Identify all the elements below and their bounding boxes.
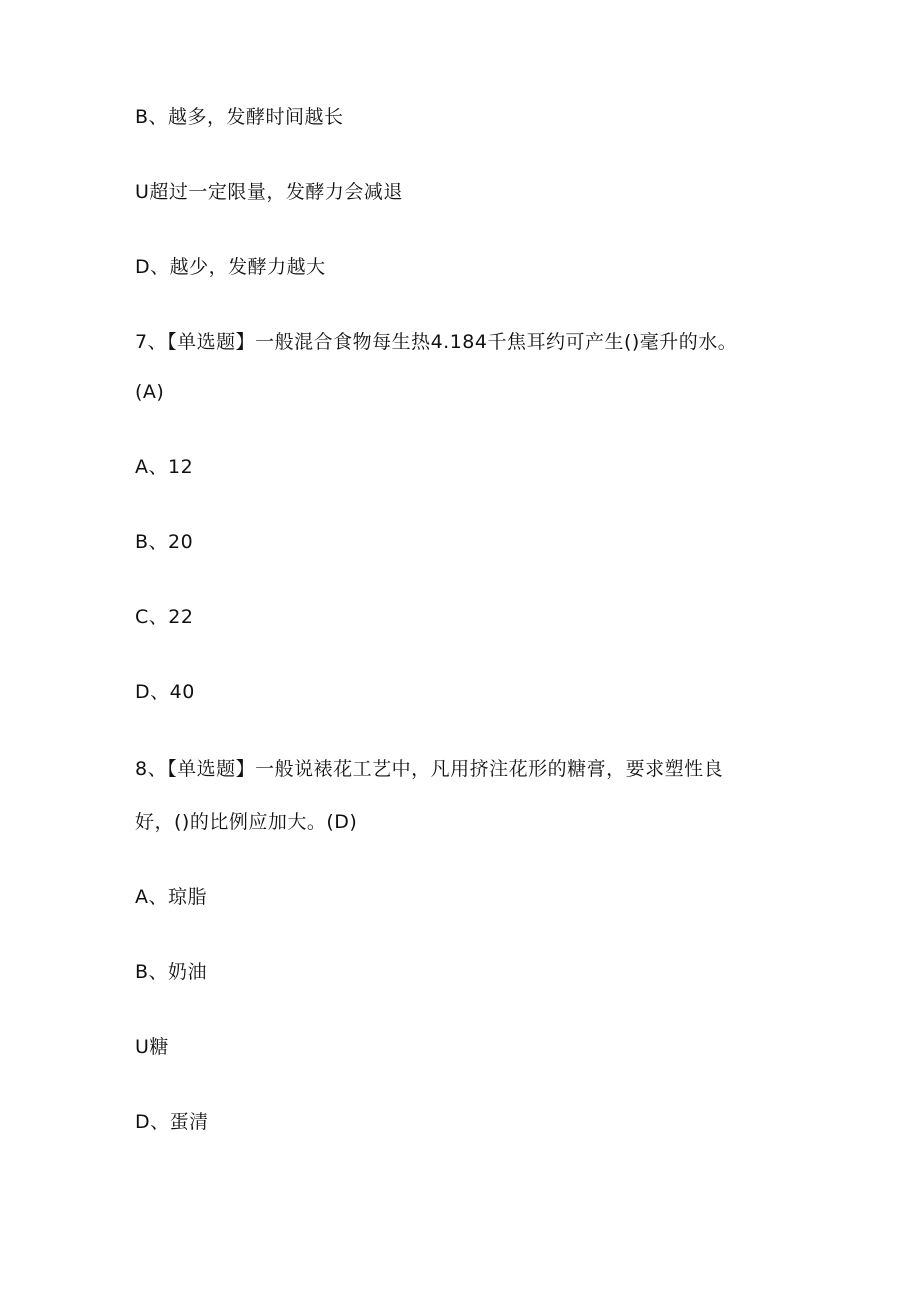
option-d-q6: D、越少，发酵力越大: [135, 256, 326, 278]
option-d-q7: D、40: [135, 681, 195, 703]
option-a-q7: A、12: [135, 456, 194, 478]
option-b-q8: B、奶油: [135, 961, 208, 983]
question-8-text-line-1: 8、【单选题】一般说裱花工艺中，凡用挤注花形的糖膏，要求塑性良: [135, 758, 724, 780]
option-b-q6: B、越多，发酵时间越长: [135, 106, 344, 128]
option-a-q8: A、琼脂: [135, 886, 207, 908]
option-c-q7: C、22: [135, 606, 194, 628]
option-c-q8: U糖: [135, 1036, 169, 1058]
option-c-q6: U超过一定限量，发酵力会减退: [135, 181, 403, 203]
question-7-text: 7、【单选题】一般混合食物每生热4.184千焦耳约可产生()毫升的水。: [135, 331, 738, 353]
option-b-q7: B、20: [135, 531, 194, 553]
option-d-q8: D、蛋清: [135, 1111, 209, 1133]
question-7-answer: (A): [135, 381, 165, 403]
question-8-text-line-2: 好，()的比例应加大。(D): [135, 811, 358, 833]
